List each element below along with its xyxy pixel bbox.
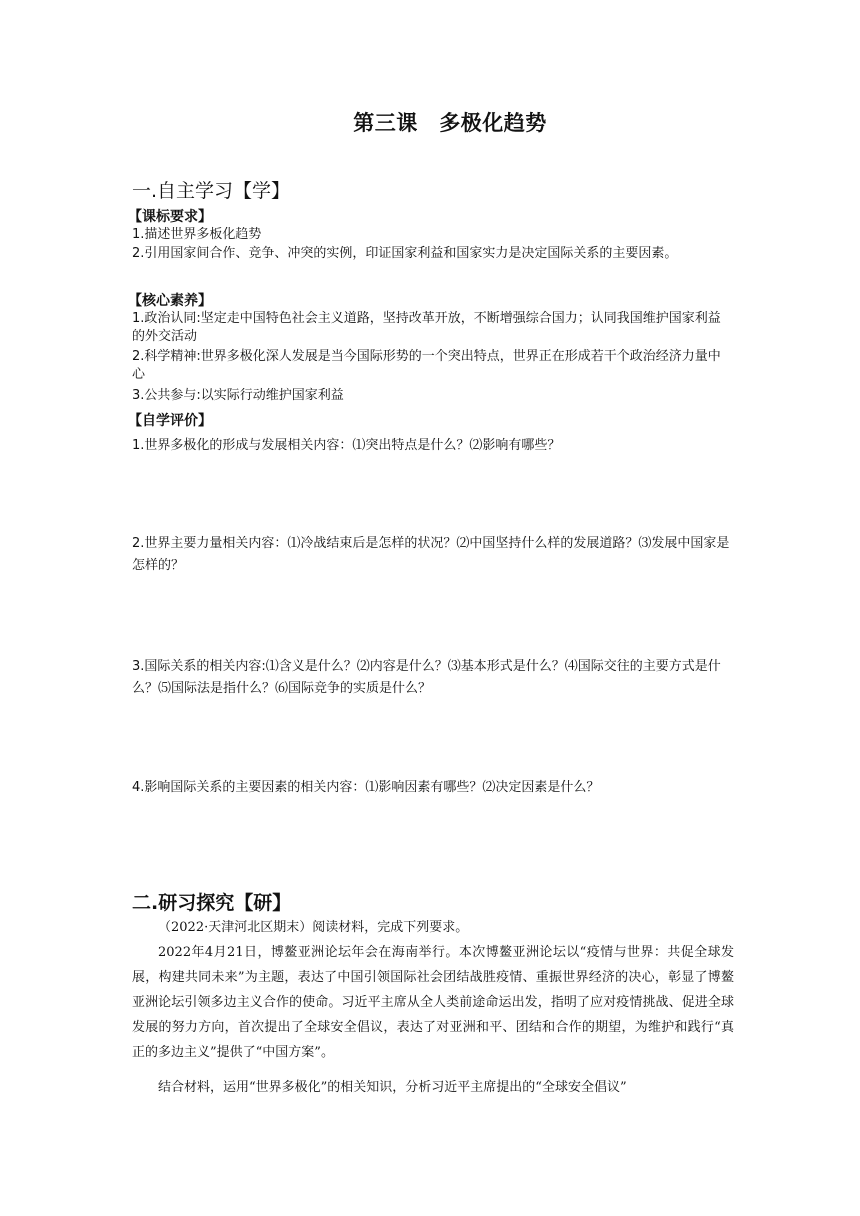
self-eval-question: 3.国际关系的相关内容:⑴含义是什么？⑵内容是什么？⑶基本形式是什么？⑷国际交往的主要方式是什么？⑸国际法是指什么？⑹国际竞争的实质是什么？ [132, 659, 721, 696]
literacy-item: 3.公共参与:以实际行动维护国家利益 [132, 388, 344, 403]
subheading-standards: 【课标要求】 [128, 209, 212, 225]
literacy-item: 1.政治认同:坚定走中国特色社会主义道路，坚持改革开放，不断增强综合国力；认同我国维护国家利益的外交活动 [132, 311, 721, 344]
section-heading-research: 二.研习探究【研】 [132, 892, 292, 914]
subheading-core-literacy: 【核心素养】 [128, 293, 212, 309]
material-paragraph: 2022年4月21日，博鳌亚洲论坛年会在海南举行。本次博鳌亚洲论坛以“疫情与世界：共促全球发展，构建共同未来”为主题，表达了中国引领国际社会团结战胜疫情、重振世界经济的决心，彰显了博鳌亚洲论坛引领多边主义合作的使命。习近平主席从全人类前途命运出发，指明了应对疫情挑战、促进全球发展的努力方向，首次提出了全球安全倡议，表达了对亚洲和平、团结和合作的期望，为维护和践行“真正的多边主义”提供了“中国方案”。 [132, 945, 734, 1060]
material-source: （2022·天津河北区期末）阅读材料，完成下列要求。 [158, 920, 469, 935]
section-heading-self-study: 一.自主学习【学】 [132, 180, 291, 202]
self-eval-question: 4.影响国际关系的主要因素的相关内容：⑴影响因素有哪些？⑵决定因素是什么？ [132, 780, 600, 795]
self-eval-question: 2.世界主要力量相关内容：⑴冷战结束后是怎样的状况？⑵中国坚持什么样的发展道路？⑶发展中国家是怎样的？ [132, 536, 730, 573]
task-prompt: 结合材料，运用“世界多极化”的相关知识，分析习近平主席提出的“全球安全倡议” [158, 1080, 627, 1095]
subheading-self-evaluation: 【自学评价】 [128, 413, 212, 429]
standard-item: 2.引用国家间合作、竞争、冲突的实例，印证国家利益和国家实力是决定国际关系的主要因素。 [132, 246, 678, 261]
self-eval-question: 1.世界多极化的形成与发展相关内容：⑴突出特点是什么？⑵影响有哪些？ [132, 438, 561, 453]
standard-item: 1.描述世界多板化趋势 [132, 227, 262, 242]
page-title: 第三课 多极化趋势 [353, 111, 547, 135]
literacy-item: 2.科学精神:世界多极化深人发展是当今国际形势的一个突出特点，世界正在形成若干个政治经济力量中心 [132, 349, 721, 382]
